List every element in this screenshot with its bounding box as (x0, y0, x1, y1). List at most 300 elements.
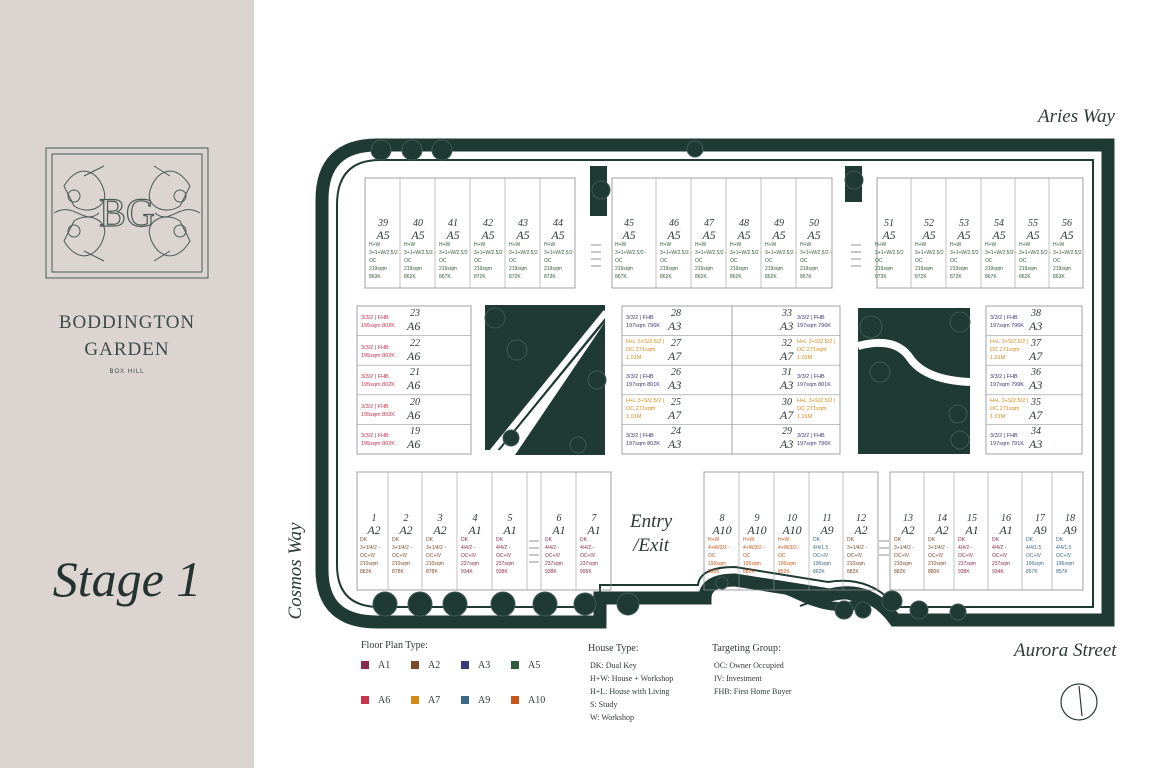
lot-detail-l4: 237sqm (580, 561, 598, 567)
lot-detail-l4: 219sqm (695, 266, 713, 272)
lot-detail-l5: 938K (545, 569, 557, 575)
lot-plan-type: A1 (965, 523, 979, 537)
lot-plan-type: A9 (1063, 523, 1077, 537)
legend-target-item: OC: Owner Occupied (714, 661, 784, 670)
lot-plan-type: A7 (1029, 348, 1043, 363)
lot-detail-l1: 3/3/2 | FHB (626, 315, 654, 321)
lot-detail-l2: 4/4/2 - (958, 545, 973, 551)
lot-number: 18 (1065, 513, 1075, 524)
lot-number: 32 (782, 337, 792, 349)
street-aurora-street: Aurora Street (1014, 640, 1117, 661)
lot-detail-l1: H+W (743, 537, 755, 543)
lot-detail-l1: DK (580, 537, 587, 543)
lot-number: 45 (624, 218, 634, 229)
lot-detail-l1: 3/3/2 | FHB (797, 374, 825, 381)
lot-detail-l5: 852K (778, 569, 790, 575)
lot-3 (423, 514, 457, 576)
lot-detail-l3: OC (1053, 258, 1061, 264)
lot-detail-l2: 197sqm 796K (797, 441, 831, 448)
lot-detail-l4: 219sqm (915, 266, 933, 272)
lot-plan-type: A3 (1029, 319, 1043, 333)
legend-label: A10 (528, 695, 546, 706)
lot-plan-type: A6 (407, 319, 421, 333)
lot-detail-l2: OC 271sqm (990, 346, 1020, 353)
lot-detail-l2: 4/4/2 - (992, 545, 1007, 551)
brand-name-line2: GARDEN (84, 339, 170, 360)
lot-detail-l1: 3/3/2 | FHB (797, 315, 825, 321)
lot-detail-l5: 862K (730, 274, 742, 280)
lot-detail-l4: 210sqm (392, 561, 410, 567)
lot-plan-type: A3 (668, 437, 682, 452)
lot-35 (987, 396, 1082, 425)
lot-number: 8 (719, 513, 725, 524)
lot-plan-type: A7 (668, 407, 682, 422)
lot-detail-l2: 3+1/4/2 - (392, 545, 412, 551)
lot-43 (506, 219, 540, 281)
lot-detail-l2: 197sqm 801K (626, 382, 660, 389)
lot-detail-l3: OC (985, 258, 993, 264)
legend-swatch (511, 661, 519, 669)
lot-53 (947, 219, 981, 281)
lot-number: 39 (378, 218, 388, 229)
lot-30 (770, 396, 840, 425)
legend-floor-plan-A10 (511, 695, 545, 706)
lot-29 (770, 425, 840, 454)
lot-detail-l2: 3+1+W/2.5/2 (509, 250, 538, 256)
lot-44 (541, 219, 575, 281)
lot-number: 5 (507, 513, 513, 524)
lot-detail-l2: 3+1+W/2.5/2 - (695, 250, 727, 256)
lot-detail-l5: 863K (369, 274, 381, 280)
lot-detail-l3: OC (800, 258, 808, 264)
lot-detail-l4: 196sqm (1056, 561, 1074, 567)
legend-swatch (361, 661, 369, 669)
lot-detail-l1: 3/3/2 | FHB (797, 433, 825, 440)
lot-detail-l2: 197sqm 802K (626, 441, 660, 448)
lot-number: 17 (1035, 513, 1045, 524)
lot-number: 12 (856, 513, 866, 524)
lot-47 (692, 219, 726, 281)
lot-detail-l1: H+L 3+S/2.5/2 | (626, 338, 665, 345)
lot-plan-type: A3 (780, 319, 794, 333)
lot-42 (471, 219, 505, 281)
lot-number: 1 (371, 513, 377, 524)
lot-detail-l3: OC (615, 258, 623, 264)
lot-detail-l1: DK (426, 537, 433, 543)
lot-detail-l2: 195sqm 802K (361, 441, 395, 448)
legend-swatch (461, 661, 469, 669)
lot-detail-l3: 1.01M (797, 413, 813, 420)
lot-52 (912, 219, 946, 281)
lot-50 (797, 219, 831, 281)
lot-detail-l2: 197sqm 801K (797, 382, 831, 389)
lot-detail-l1: H+L 3+S/2.5/2 | (797, 397, 836, 404)
lot-detail-l3: OC+IV (847, 553, 863, 559)
lot-number: 51 (884, 218, 894, 229)
lot-detail-l4: 196sqm (813, 561, 831, 567)
lot-plan-type: A6 (407, 348, 421, 363)
lot-number: 35 (1031, 396, 1041, 408)
lot-number: 29 (782, 426, 792, 438)
lot-detail-l1: H+L 3+S/2.5/2 | (990, 397, 1029, 404)
lot-detail-l3: OC (544, 258, 552, 264)
lot-detail-l4: 210sqm (426, 561, 444, 567)
lot-detail-l3: OC (660, 258, 668, 264)
lot-number: 52 (924, 218, 934, 229)
lot-number: 6 (556, 513, 562, 524)
lot-plan-type: A5 (481, 228, 495, 242)
legend-house-type-item: H+W: House + Workshop (590, 674, 674, 683)
lot-detail-l3: OC (369, 258, 377, 264)
lot-number: 31 (782, 367, 792, 379)
lot-detail-l2: 3+1+W/2.5/2 (950, 250, 979, 256)
lot-plan-type: A10 (747, 523, 767, 537)
lot-detail-l3: OC+IV (496, 553, 512, 559)
lot-detail-l1: H+W (985, 242, 997, 248)
lot-detail-l1: 3/3/2 | FHB (626, 374, 654, 381)
lot-plan-type: A5 (807, 228, 821, 242)
lot-detail-l1: DK (958, 537, 965, 543)
lot-4 (458, 514, 492, 576)
brand-name-line1: BODDINGTON (58, 312, 196, 333)
lot-plan-type: A2 (935, 523, 949, 537)
lot-detail-l4: 195sqm (778, 561, 796, 567)
legend-swatch (411, 661, 419, 669)
lot-28 (623, 307, 731, 336)
lot-detail-l1: H+W (1053, 242, 1065, 248)
lot-detail-l4: 210sqm (847, 561, 865, 567)
lot-detail-l2: 197sqm 796K (797, 323, 831, 329)
lot-detail-l1: H+W (509, 242, 521, 248)
lot-detail-l1: H+W (730, 242, 742, 248)
lot-detail-l3: 1.01M (626, 354, 642, 361)
entry-exit-label: Entry /Exit (630, 511, 673, 556)
lot-detail-l2: OC 271sqm (990, 405, 1020, 412)
lot-detail-l5: 872K (950, 274, 962, 280)
lot-detail-l5: 872K (474, 274, 486, 280)
lot-detail-l4: 219sqm (439, 266, 457, 272)
lot-detail-l4: 219sqm (985, 266, 1003, 272)
lot-plan-type: A1 (468, 523, 482, 537)
lot-detail-l4: 237sqm (496, 561, 514, 567)
lot-detail-l1: H+W (544, 242, 556, 248)
lot-detail-l2: 4/4/2 - (496, 545, 511, 551)
lot-41 (436, 219, 470, 281)
lot-plan-type: A5 (411, 228, 425, 242)
lot-7 (577, 514, 611, 576)
lot-27 (623, 337, 731, 366)
lot-45 (612, 219, 646, 281)
lot-detail-l3: OC (743, 553, 751, 559)
lot-plan-type: A3 (1029, 378, 1043, 393)
lot-number: 38 (1031, 308, 1041, 319)
lot-detail-l2: 195sqm 802K (361, 411, 395, 418)
lot-plan-type: A1 (999, 523, 1013, 537)
lot-detail-l3: OC (730, 258, 738, 264)
lot-15 (955, 514, 989, 576)
lot-detail-l2: 3+1+W/2.5/2 - (985, 250, 1017, 256)
lot-detail-l3: OC+IV (894, 553, 910, 559)
lot-detail-l2: 3+1/4/2 - (928, 545, 948, 551)
lot-detail-l2: 197sqm 799K (990, 382, 1024, 389)
lot-detail-l2: OC 271sqm (797, 346, 827, 353)
lot-detail-l4: 219sqm (875, 266, 893, 272)
lot-detail-l3: OC+IV (928, 553, 944, 559)
lot-number: 43 (518, 218, 528, 229)
lot-detail-l2: 4+W/3/2 - (778, 545, 800, 551)
lot-detail-l3: OC+IV (992, 553, 1008, 559)
lot-number: 28 (671, 308, 681, 319)
lot-detail-l5: 872K (509, 274, 521, 280)
legend-label: A6 (378, 695, 391, 706)
lot-54 (982, 219, 1016, 281)
lot-detail-l3: OC (778, 553, 786, 559)
lot-detail-l5: 857K (1056, 569, 1068, 575)
lot-detail-l4: 219sqm (509, 266, 527, 272)
lot-detail-l4: 237sqm (461, 561, 479, 567)
lot-detail-l2: OC 271sqm (626, 346, 656, 353)
lot-detail-l3: OC (404, 258, 412, 264)
lot-detail-l5: 882K (894, 569, 906, 575)
lot-detail-l2: 3+1+W/2.5/2 (439, 250, 468, 256)
lot-detail-l3: OC+IV (813, 553, 829, 559)
lot-detail-l1: DK (461, 537, 468, 543)
lot-number: 21 (410, 367, 420, 379)
lot-33 (770, 307, 840, 336)
lot-plan-type: A3 (780, 437, 794, 452)
lot-detail-l1: H+L 3+S/2.5/2 | (626, 397, 665, 404)
lot-detail-l3: OC (695, 258, 703, 264)
lot-detail-l1: 3/3/2 | FHB (990, 315, 1018, 321)
lot-detail-l3: OC (915, 258, 923, 264)
lot-detail-l1: 3/3/2 | FHB (626, 433, 654, 440)
lot-number: 54 (994, 218, 1004, 229)
lot-number: 41 (448, 218, 458, 229)
lot-detail-l1: H+W (615, 242, 627, 248)
lot-detail-l3: OC+IV (580, 553, 596, 559)
lot-plan-type: A7 (1029, 407, 1043, 422)
lot-2 (389, 514, 423, 576)
lot-detail-l1: 3/3/2 | FHB (361, 433, 389, 440)
lot-detail-l3: OC+IV (360, 553, 376, 559)
legend-swatch (461, 696, 469, 704)
lot-detail-l1: DK (847, 537, 854, 543)
legend-target-title: Targeting Group: (712, 643, 781, 654)
lot-detail-l2: 4+W/3/2 - (743, 545, 765, 551)
lot-detail-l3: OC+IV (1056, 553, 1072, 559)
lot-number: 19 (410, 426, 420, 438)
lot-detail-l4: 219sqm (660, 266, 678, 272)
lot-detail-l3: OC+IV (426, 553, 442, 559)
legend-floor-plan-A6 (361, 695, 390, 706)
lot-detail-l5: 857K (1026, 569, 1038, 575)
lot-plan-type: A6 (407, 378, 421, 393)
lot-detail-l5: 878K (426, 569, 438, 575)
lot-detail-l2: 3+1/4/2 - (894, 545, 914, 551)
lot-5 (493, 514, 527, 576)
lot-detail-l3: OC+IV (545, 553, 561, 559)
lot-detail-l4: 237sqm (992, 561, 1010, 567)
lot-detail-l5: 863K (1053, 274, 1065, 280)
lot-number: 10 (787, 513, 797, 524)
lot-48 (727, 219, 761, 281)
lot-plan-type: A6 (407, 437, 421, 452)
lot-detail-l5: 882K (360, 569, 372, 575)
lot-number: 2 (403, 513, 409, 524)
lot-37 (987, 337, 1082, 366)
lot-detail-l4: 219sqm (544, 266, 562, 272)
lot-detail-l3: OC (509, 258, 517, 264)
lot-number: 4 (472, 513, 478, 524)
lot-detail-l5: 878K (392, 569, 404, 575)
lot-detail-l1: H+W (765, 242, 777, 248)
lot-number: 56 (1062, 218, 1072, 229)
lot-detail-l1: 3/3/2 | FHB (990, 433, 1018, 440)
lot-31 (770, 366, 840, 395)
legend-floor-plan-A3 (461, 660, 490, 671)
lot-number: 11 (822, 513, 832, 524)
lot-plan-type: A2 (854, 523, 868, 537)
lot-detail-l3: OC+IV (1026, 553, 1042, 559)
lot-8 (705, 514, 739, 576)
lot-detail-l3: OC+IV (461, 553, 477, 559)
lot-detail-l3: OC (1019, 258, 1027, 264)
lot-detail-l1: H+W (1019, 242, 1031, 248)
legend-house-type-item: S: Study (590, 700, 618, 709)
lot-detail-l4: 195sqm (708, 561, 726, 567)
lot-detail-l2: 3+1+W/2.5/2 - (404, 250, 436, 256)
lot-number: 47 (704, 218, 714, 229)
lot-plan-type: A5 (1060, 228, 1074, 242)
lot-detail-l4: 196sqm (1026, 561, 1044, 567)
lot-22 (358, 337, 470, 366)
lot-plan-type: A5 (882, 228, 896, 242)
lot-detail-l1: H+W (695, 242, 707, 248)
lot-38 (987, 307, 1082, 336)
lot-plan-type: A5 (551, 228, 565, 242)
lot-number: 48 (739, 218, 749, 229)
lot-detail-l3: 1.01M (626, 413, 642, 420)
lot-detail-l2: 4/4/2 - (580, 545, 595, 551)
legend-house-type-item: W: Workshop (590, 713, 635, 722)
legend-label: A3 (478, 660, 491, 671)
lot-detail-l4: 219sqm (615, 266, 633, 272)
street-aries-way: Aries Way (1038, 106, 1115, 127)
lot-plan-type: A7 (780, 348, 794, 363)
lot-detail-l2: 3+1+W/2.5/2 (544, 250, 573, 256)
lot-detail-l5: 862K (695, 274, 707, 280)
lot-plan-type: A5 (376, 228, 390, 242)
lot-number: 25 (671, 396, 681, 408)
legend-house-type-item: DK: Dual Key (590, 661, 637, 670)
lot-36 (987, 366, 1082, 395)
lot-detail-l3: OC+IV (958, 553, 974, 559)
lot-detail-l2: 3+1/4/2 - (360, 545, 380, 551)
lot-25 (623, 396, 731, 425)
lot-number: 7 (591, 513, 597, 524)
lot-detail-l3: 1.01M (797, 354, 813, 361)
lot-detail-l1: DK (496, 537, 503, 543)
lot-detail-l1: DK (545, 537, 552, 543)
lot-detail-l5: 867K (800, 274, 812, 280)
lot-detail-l2: OC 271sqm (797, 405, 827, 412)
lot-detail-l1: DK (928, 537, 935, 543)
legend-label: A5 (528, 660, 541, 671)
lot-detail-l1: H+W (439, 242, 451, 248)
lot-detail-l5: 893K (708, 569, 720, 575)
lot-detail-l2: 197sqm 791K (990, 441, 1024, 448)
logo-monogram: BG (99, 190, 155, 235)
lot-detail-l3: OC (950, 258, 958, 264)
lot-number: 9 (754, 513, 760, 524)
lot-detail-l4: 219sqm (474, 266, 492, 272)
lot-detail-l5: 867K (985, 274, 997, 280)
lot-plan-type: A5 (622, 228, 636, 242)
lot-23 (358, 307, 470, 336)
lot-plan-type: A5 (957, 228, 971, 242)
lot-detail-l2: 3+1+W/2.5/2 (474, 250, 503, 256)
lot-plan-type: A5 (772, 228, 786, 242)
lot-number: 15 (967, 513, 977, 524)
lot-detail-l1: H+W (875, 242, 887, 248)
lot-detail-l1: H+W (404, 242, 416, 248)
lot-detail-l5: 995K (580, 569, 592, 575)
lot-number: 49 (774, 218, 784, 229)
lot-16 (989, 514, 1023, 576)
lot-detail-l3: OC (474, 258, 482, 264)
lot-detail-l1: 3/3/2 | FHB (990, 374, 1018, 381)
lot-20 (358, 396, 470, 425)
lot-detail-l4: 219sqm (765, 266, 783, 272)
legend-target-item: FHB: First Home Buyer (714, 687, 792, 696)
legend-swatch (361, 696, 369, 704)
lot-detail-l2: 3+1+W/2.5/2 (1053, 250, 1082, 256)
lot-detail-l5: 934K (461, 569, 473, 575)
lot-number: 46 (669, 218, 679, 229)
lot-detail-l5: 862K (813, 569, 825, 575)
lot-detail-l2: 3+1/4/2 - (847, 545, 867, 551)
lot-number: 16 (1001, 513, 1011, 524)
stage-title: Stage 1 (52, 551, 202, 607)
lot-detail-l1: DK (1056, 537, 1063, 543)
lot-detail-l5: 862K (765, 274, 777, 280)
lot-detail-l4: 219sqm (1053, 266, 1071, 272)
lot-plan-type: A5 (922, 228, 936, 242)
lot-detail-l4: 219sqm (730, 266, 748, 272)
lot-detail-l2: 4/4/1.5 (1056, 545, 1072, 551)
lot-49 (762, 219, 796, 281)
lot-number: 42 (483, 218, 493, 229)
legend-swatch (411, 696, 419, 704)
lot-12 (844, 514, 878, 576)
lot-plan-type: A1 (503, 523, 517, 537)
lot-detail-l2: 3+1+W/2.5/2 - (730, 250, 762, 256)
lot-detail-l5: 867K (439, 274, 451, 280)
lot-detail-l2: 3+1+W/2.5/2 (369, 250, 398, 256)
legend-label: A9 (478, 695, 491, 706)
brand-location: BOX HILL (109, 369, 145, 375)
lot-detail-l4: 237sqm (545, 561, 563, 567)
lot-number: 50 (809, 218, 819, 229)
lot-detail-l5: 867K (615, 274, 627, 280)
lot-detail-l1: DK (360, 537, 367, 543)
lot-56 (1050, 219, 1084, 281)
lot-detail-l4: 219sqm (1019, 266, 1037, 272)
lot-plan-type: A3 (1029, 437, 1043, 452)
legend-floor-plan-A2 (411, 660, 440, 671)
lot-detail-l1: DK (813, 537, 820, 543)
lot-plan-type: A5 (667, 228, 681, 242)
